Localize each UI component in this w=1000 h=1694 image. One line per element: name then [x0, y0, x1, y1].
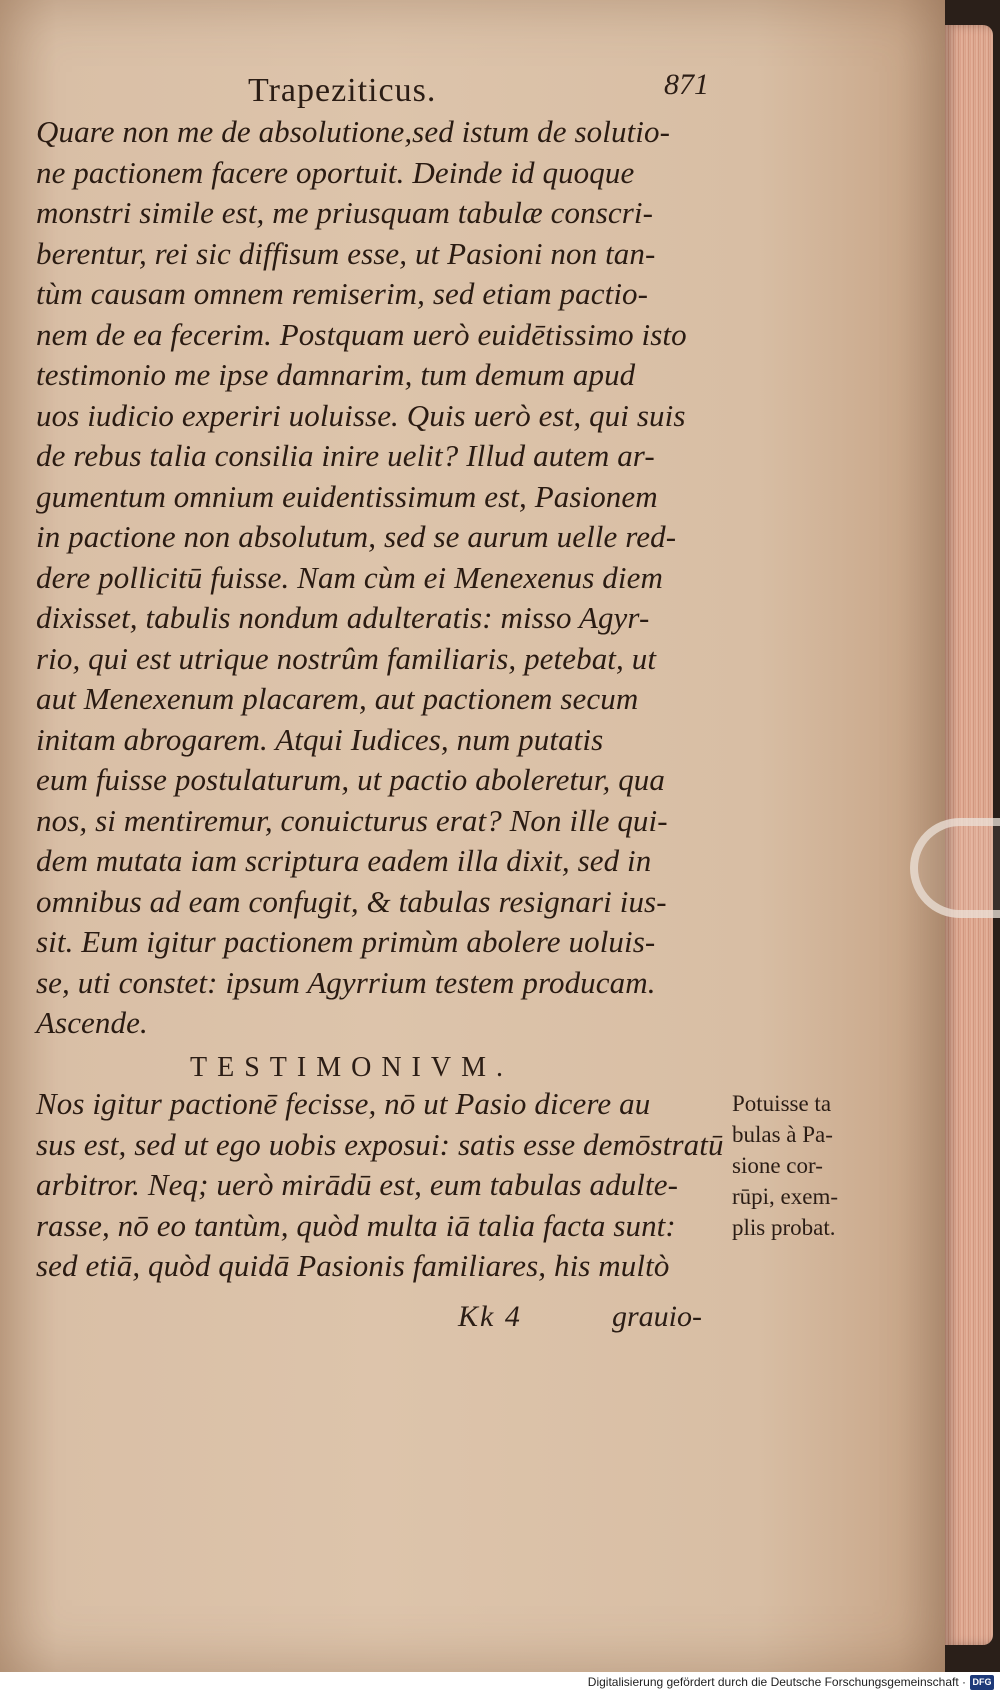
text-line: de rebus talia consilia inire uelit? Illud autem ar-	[36, 438, 655, 473]
text-line: eum fuisse postulaturum, ut pactio aboleretur, qua	[36, 762, 665, 797]
marginal-note-line: rūpi, exem-	[732, 1184, 839, 1209]
marginal-note-line: bulas à Pa-	[732, 1122, 833, 1147]
book-clamp	[910, 818, 1000, 918]
text-line: arbitror. Neq; uerò mirādū est, eum tabulas adulte-	[36, 1167, 679, 1202]
credit-bar	[0, 1672, 1000, 1694]
text-line: dixisset, tabulis nondum adulteratis: misso Agyr-	[36, 600, 650, 635]
text-line: rio, qui est utrique nostrûm familiaris, petebat, ut	[36, 640, 657, 676]
text-line: sit. Eum igitur pactionem primùm abolere uoluis-	[36, 924, 656, 959]
text-line: Nos igitur pactionē fecisse, nō ut Pasio dicere au	[36, 1086, 651, 1121]
signature-mark: Kk 4	[458, 1300, 522, 1333]
text-line: monstri simile est, me priusquam tabulæ conscri-	[36, 195, 654, 230]
text-line: dere pollicitū fuisse. Nam cùm ei Menexenus diem	[36, 559, 663, 595]
text-line: nem de ea fecerim. Postquam uerò euidētissimo isto	[36, 316, 687, 352]
text-line: rasse, nō eo tantùm, quòd multa iā talia facta sunt:	[36, 1207, 676, 1243]
marginal-note	[732, 1088, 892, 1243]
text-line: uos iudicio experiri uoluisse. Quis uerò est, qui suis	[36, 397, 686, 433]
text-line: sus est, sed ut ego uobis exposui: satis esse demōstratū	[36, 1126, 724, 1162]
page-number: 871	[664, 68, 709, 101]
text-line: dem mutata iam scriptura eadem illa dixit, sed in	[36, 843, 652, 878]
text-line: aut Menexenum placarem, aut pactionem secum	[36, 681, 639, 716]
credit-text: Digitalisierung gefördert durch die Deutsche Forschungsgemeinschaft ·	[587, 1675, 966, 1689]
text-line: in pactione non absolutum, sed se aurum uelle red-	[36, 519, 677, 554]
text-line: tùm causam omnem remiserim, sed etiam pactio-	[36, 276, 649, 311]
dfg-logo-icon: DFG	[970, 1675, 994, 1690]
text-line: omnibus ad eam confugit, & tabulas resignari ius-	[36, 883, 667, 919]
text-line: testimonio me ipse damnarim, tum demum apud	[36, 357, 636, 392]
text-line: ne pactionem facere oportuit. Deinde id quoque	[36, 154, 635, 190]
marginal-note-line: Potuisse ta	[732, 1091, 832, 1116]
main-text-block	[36, 112, 720, 1044]
text-line: Ascende.	[36, 1005, 148, 1040]
marginal-note-line: sione cor-	[732, 1153, 823, 1178]
section-heading-testimonium: TESTIMONIVM.	[190, 1052, 513, 1083]
text-line: gumentum omnium euidentissimum est, Pasionem	[36, 478, 658, 514]
text-line: nos, si mentiremur, conuicturus erat? Non ille qui-	[36, 802, 668, 838]
text-line: berentur, rei sic diffisum esse, ut Pasioni non tan-	[36, 235, 656, 271]
running-header-title: Trapeziticus.	[248, 72, 437, 109]
second-text-block	[36, 1084, 724, 1287]
catchword: grauio-	[612, 1300, 702, 1333]
text-line: sed etiā, quòd quidā Pasionis familiares, his multò	[36, 1248, 670, 1283]
marginal-note-line: plis probat.	[732, 1215, 836, 1240]
text-line: Quare non me de absolutione,sed istum de solutio-	[36, 114, 671, 149]
text-line: initam abrogarem. Atqui Iudices, num putatis	[36, 721, 604, 757]
text-line: se, uti constet: ipsum Agyrrium testem producam.	[36, 964, 656, 1000]
